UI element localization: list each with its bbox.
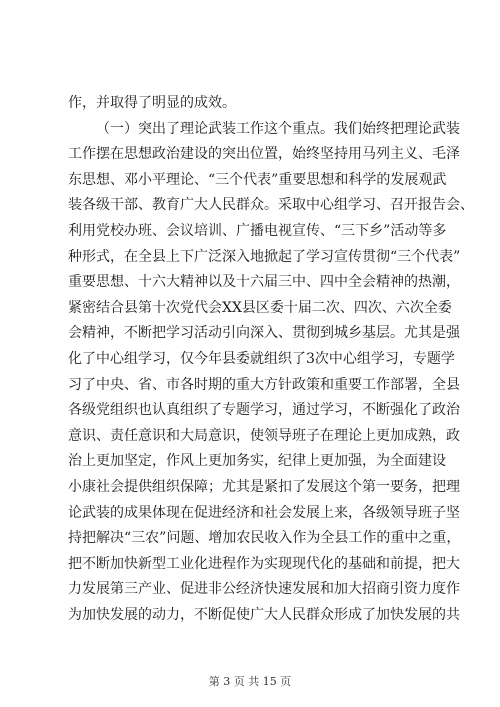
text-line: 作，并取得了明显的成效。 (68, 95, 236, 111)
page-number-footer: 第 3 页 共 15 页 (208, 675, 292, 688)
text-line: 习了中央、省、市各时期的重大方针政策和重要工作部署，全县 (68, 376, 460, 393)
text-line: 力发展第三产业、促进非公经济快速发展和加大招商引资力度作 (68, 581, 460, 598)
text-line: 把不断加快新型工业化进程作为实现现代化的基础和前提，把大 (68, 555, 460, 572)
text-line: 各级党组织也认真组织了专题学习，通过学习，不断强化了政治 (68, 402, 460, 419)
text-line: 论武装的成果体现在促进经济和社会发展上来，各级领导班子坚 (68, 504, 460, 521)
text-line: 种形式，在全县上下广泛深入地掀起了学习宣传贯彻“三个代表” (68, 248, 461, 265)
text-line: 会精神，不断把学习活动引向深入、贯彻到城乡基层。尤其是强 (68, 325, 460, 342)
text-line: 化了中心组学习，仅今年县委就组织了3次中心组学习，专题学 (68, 350, 455, 367)
body-text (68, 91, 474, 628)
text-line: 利用党校办班、会议培训、广播电视宣传、“三下乡”活动等多 (68, 222, 447, 239)
text-line: 工作摆在思想政治建设的突出位置，始终坚持用马列主义、毛泽 (68, 146, 460, 163)
text-line: 重要思想、十六大精神以及十六届三中、四中全会精神的热潮， (68, 274, 460, 291)
text-line: 东思想、邓小平理论、“三个代表”重要思想和科学的发展观武 (68, 171, 447, 188)
section-heading-line: （一）突出了理论武装工作这个重点。我们始终把理论武装 (96, 120, 460, 137)
text-line: 治上更加坚定，作风上更加务实，纪律上更加强，为全面建设 (68, 453, 446, 470)
text-line: 为加快发展的动力，不断促使广大人民群众形成了加快发展的共 (68, 606, 460, 623)
text-line: 持把解决“三农”问题、增加农民收入作为全县工作的重中之重， (68, 530, 461, 547)
text-line: 装各级干部、教育广大人民群众。采取中心组学习、召开报告会、 (68, 197, 474, 214)
text-line: 紧密结合县第十次党代会XX县区委十届二次、四次、六次全委 (68, 299, 452, 316)
text-line: 意识、责任意识和大局意识，使领导班子在理论上更加成熟，政 (68, 427, 460, 444)
text-line: 小康社会提供组织保障；尤其是紧扣了发展这个第一要务，把理 (68, 478, 460, 495)
